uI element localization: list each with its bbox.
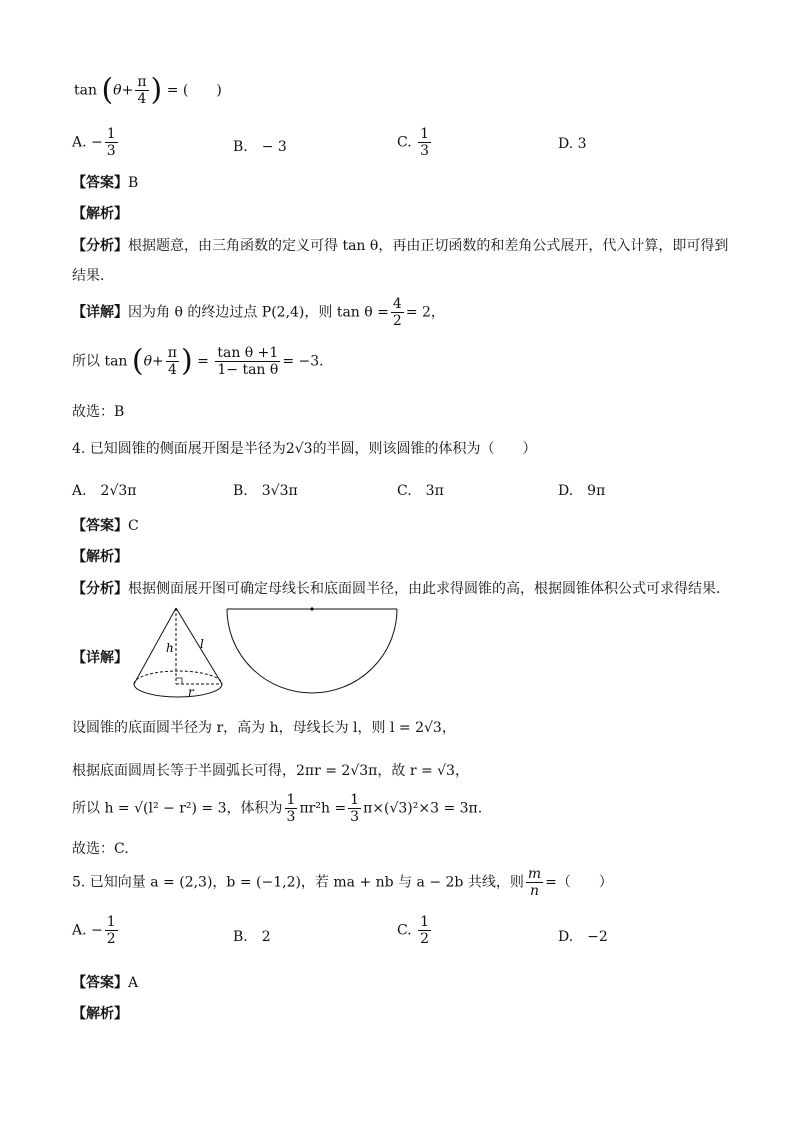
q4-answer: 【答案】C: [72, 518, 139, 534]
q4-line3: 所以 h = √(l² − r²) = 3，体积为 $\frac{1}{3}$ πr²h = $\frac{1}{3}$ π×(√3)²×3 = 3π.: [72, 792, 483, 826]
q4-line2: 根据底面圆周长等于半圆弧长可得，2πr = 2√3π，故 r = √3，: [72, 763, 469, 779]
q3-fenxi-line1: 【分析】根据题意，由三角函数的定义可得 tan θ，再由正切函数的和差角公式展开，代入计算，即可得到: [72, 238, 729, 254]
cone-base-front: [134, 684, 222, 697]
q3-answer: 【答案】B: [72, 175, 139, 191]
cone-base-back: [134, 671, 222, 684]
q4-choose: 故选：C.: [72, 841, 129, 857]
q3-option-d: D. 3: [558, 136, 587, 152]
cone-figure: [128, 604, 230, 700]
q5-stem: 5. 已知向量 a = (2,3)，b = (−1,2)，若 ma + nb 与 a − 2b 共线，则 $\frac{m}{n}$ =（ ）: [72, 866, 613, 900]
q4-detail-tag: 【详解】: [72, 650, 128, 666]
q4-option-a: A. 2√3π: [72, 483, 137, 499]
q3-option-c: C. $\frac{1}{3}$: [397, 126, 430, 160]
semicircle-figure: [224, 603, 400, 695]
q3-option-a: A. − $\frac{1}{3}$: [72, 126, 116, 160]
cone-right-edge: [176, 608, 222, 684]
q3-fenxi-line2: 结果.: [72, 268, 105, 284]
q4-option-b: B. 3√3π: [233, 483, 298, 499]
q3-analysis-tag: 【解析】: [72, 206, 128, 222]
q3-stem-suffix: = ( ): [166, 82, 222, 99]
cone-right-angle: [176, 678, 182, 684]
q3-stem-tan: tan: [74, 82, 97, 99]
cone-label-l: l: [200, 637, 204, 651]
q4-stem: 4. 已知圆锥的侧面展开图是半径为2√3的半圆，则该圆锥的体积为（ ）: [72, 441, 537, 457]
semicircle-center-point: [310, 607, 313, 610]
q3-detail: 【详解】因为角 θ 的终边过点 P(2,4)，则 tan θ = $\frac{4}{2}$ = 2，: [72, 296, 445, 330]
q4-analysis-tag: 【解析】: [72, 549, 128, 565]
q4-fenxi: 【分析】根据侧面展开图可确定母线长和底面圆半径，由此求得圆锥的高，根据圆锥体积公式可求得结果.: [72, 581, 721, 597]
q5-analysis-tag: 【解析】: [72, 1006, 128, 1022]
q5-option-b: B. 2: [233, 929, 271, 945]
q5-option-d: D. −2: [558, 929, 608, 945]
q3-stem: tan (θ+ $\frac{\pi}{4}$ ) = ( ): [74, 72, 222, 108]
cone-label-r: r: [188, 685, 194, 699]
q3-stem-pi: π: [137, 74, 147, 90]
q3-so-line: 所以 tan (θ+ $\frac{\pi}{4}$ ) = $\frac{\text{tan θ +1}}{\text{1− tan θ}}$ = −3.: [72, 343, 324, 379]
q3-stem-four: 4: [137, 91, 147, 108]
cone-label-h: h: [166, 641, 174, 655]
q4-option-d: D. 9π: [558, 483, 606, 499]
q3-choose: 故选：B: [72, 404, 125, 420]
q3-stem-theta: θ+: [113, 82, 134, 99]
q5-option-c: C. $\frac{1}{2}$: [397, 914, 430, 948]
semicircle-arc: [227, 609, 397, 693]
q4-option-c: C. 3π: [397, 483, 444, 499]
q5-option-a: A. − $\frac{1}{2}$: [72, 914, 116, 948]
q3-option-b: B. − 3: [233, 139, 287, 155]
q5-answer: 【答案】A: [72, 975, 139, 991]
q4-line1: 设圆锥的底面圆半径为 r，高为 h，母线长为 l，则 l = 2√3，: [72, 720, 456, 736]
